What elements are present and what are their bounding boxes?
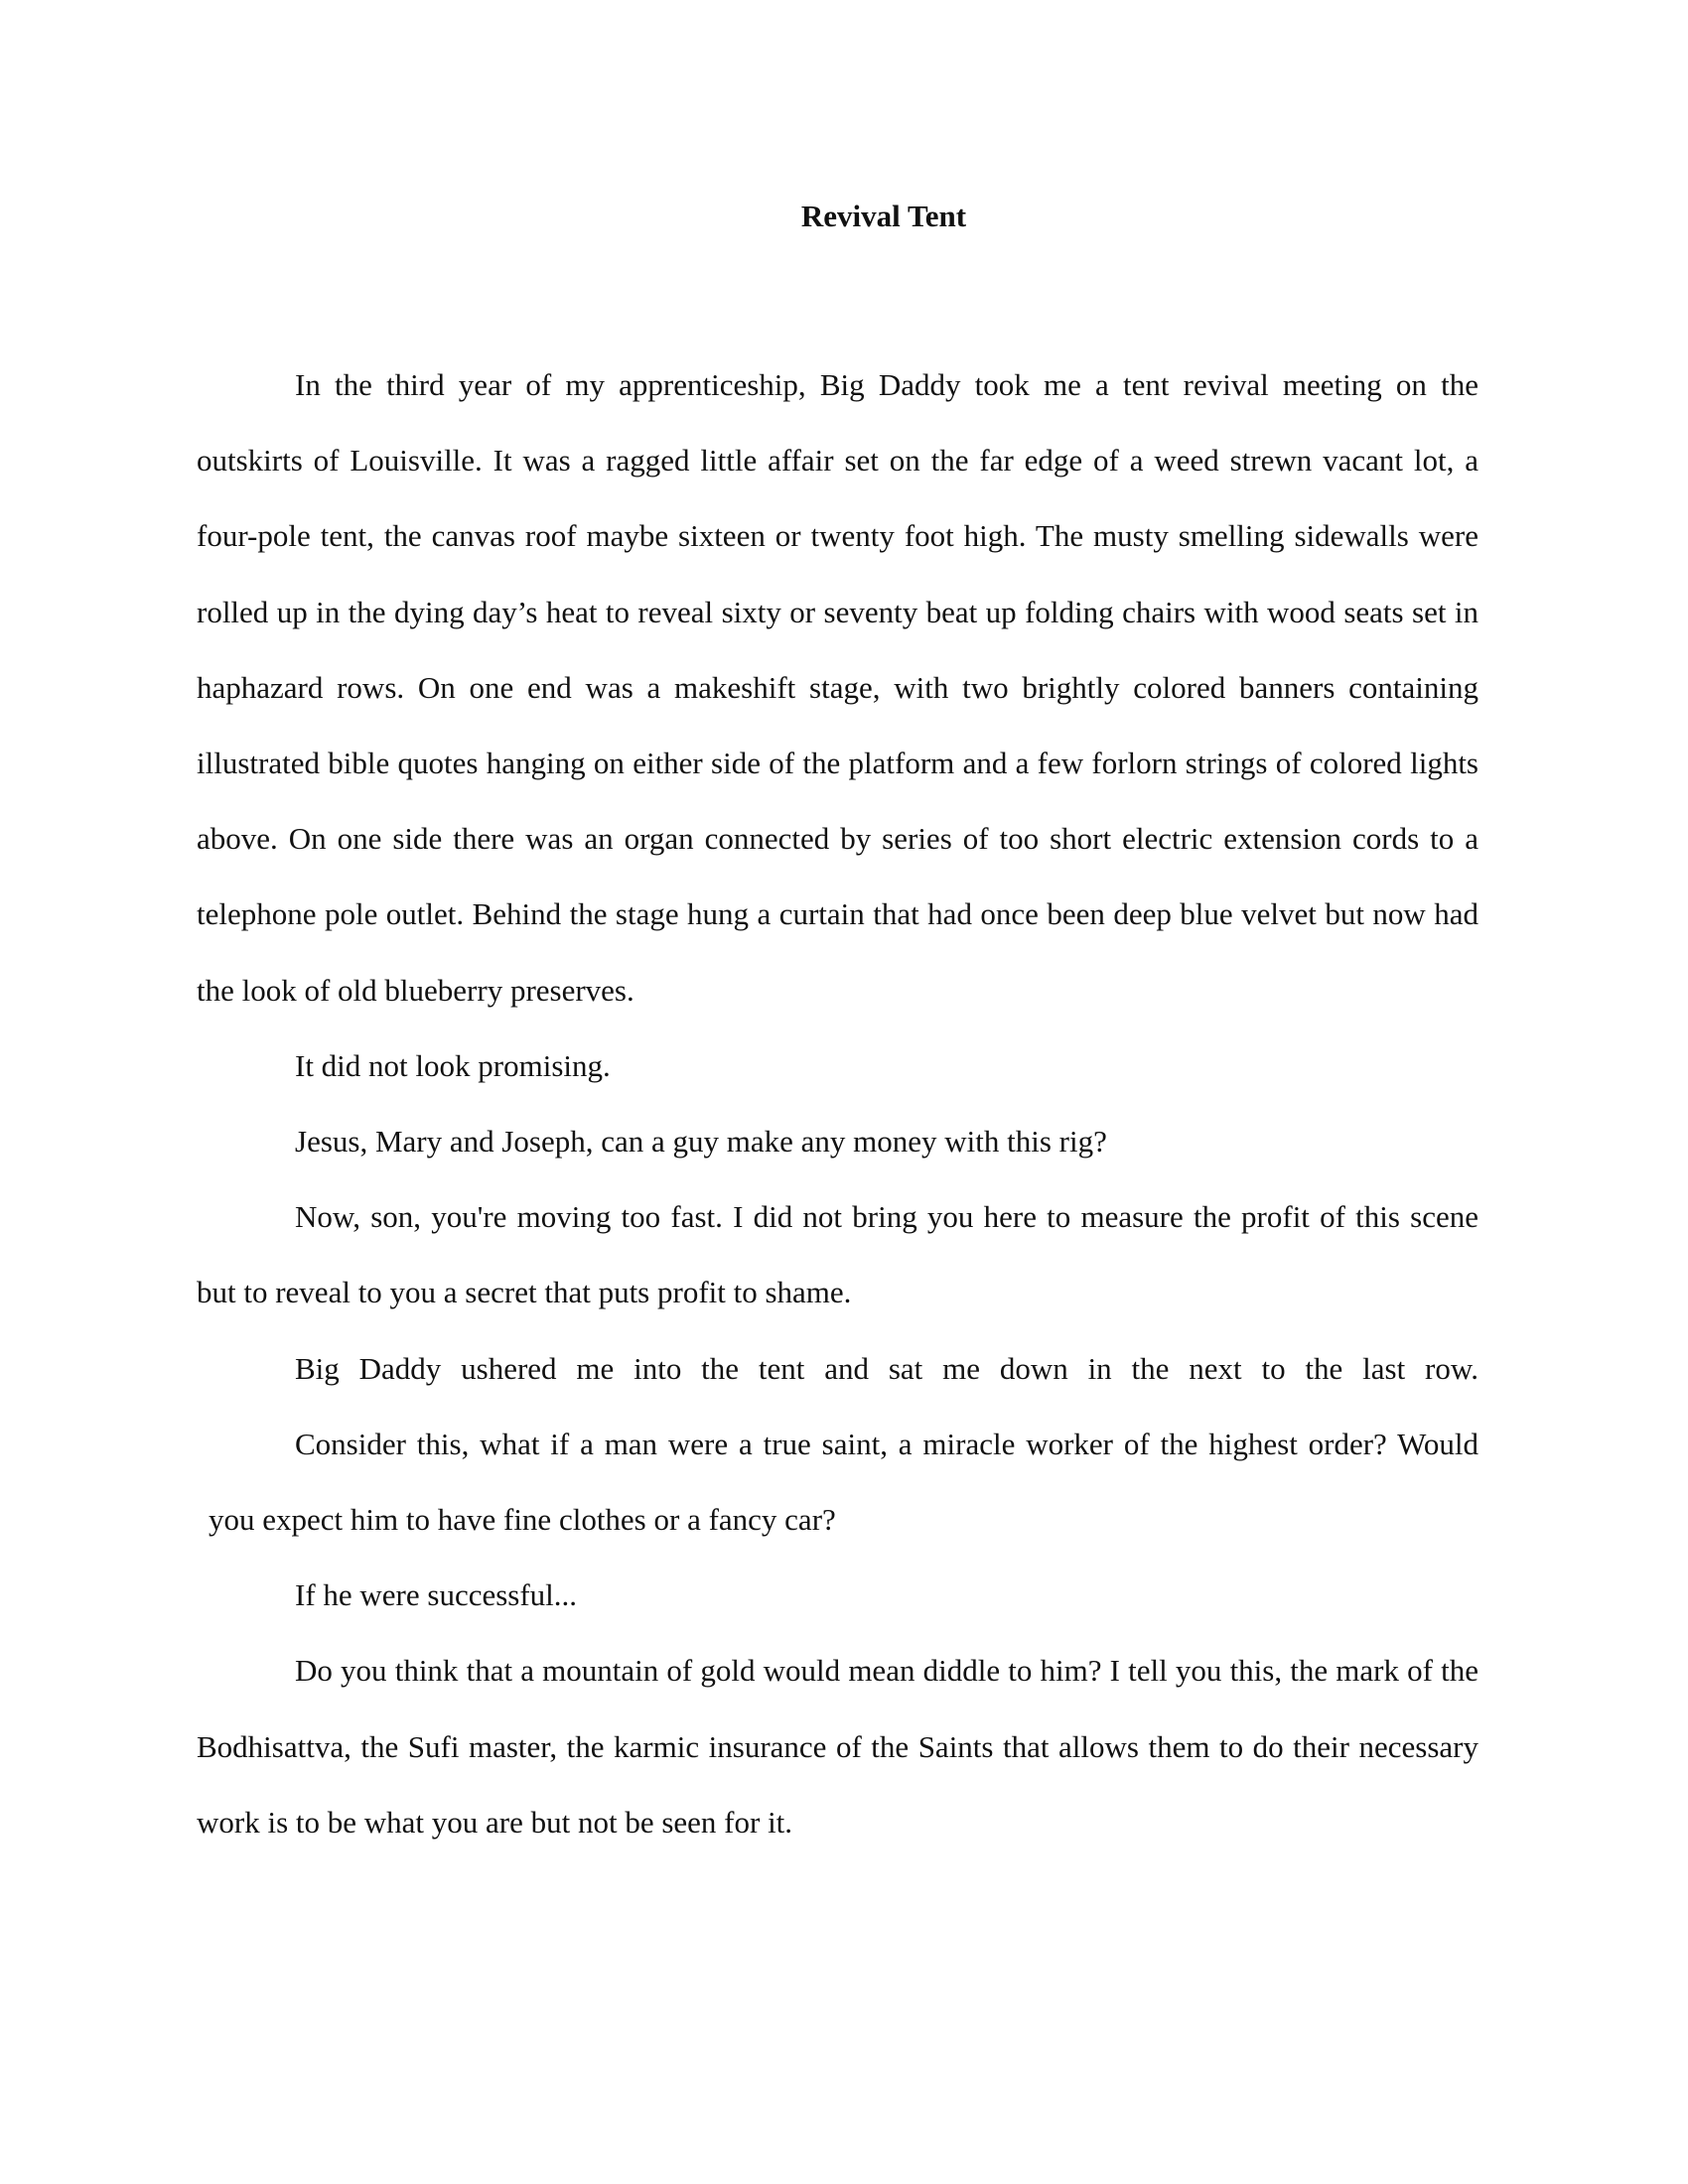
paragraph-money-question: Jesus, Mary and Joseph, can a guy make any money with this rig? [295,1124,1107,1160]
document-body [197,347,1478,1860]
paragraph-not-promising: It did not look promising. [295,1047,611,1083]
paragraph-true-saint-line-3: you expect him to have fine clothes or a fancy car? [209,1502,836,1538]
paragraph-if-successful: If he were successful... [295,1577,578,1613]
paragraph-moving-too-fast: Now, son, you're moving too fast. I did not bring you here to measure the profit of this scene but to reveal to you a secret that puts profit to shame. [197,1199,1478,1310]
document-title: Revival Tent [800,199,967,233]
paragraph-true-saint [197,1331,1478,1559]
paragraph-true-saint-line-2: Consider this, what if a man were a true saint, a miracle worker of the highest order? Would [295,1426,1478,1461]
paragraph-mountain-of-gold: Do you think that a mountain of gold would mean diddle to him? I tell you this, the mark of the Bodhisattva, the Sufi master, the karmic insurance of the Saints that allows them to do their necessary work is to be what you are but not be seen for it. [197,1653,1478,1840]
paragraph-true-saint-line-1: Big Daddy ushered me into the tent and sat me down in the next to the last row. [295,1350,1478,1386]
paragraph-tent-description: In the third year of my apprenticeship, Big Daddy took me a tent revival meeting on the outskirts of Louisville. It was a ragged little affair set on the far edge of a weed strewn vacant lot, a four-pole tent, the canvas roof maybe sixteen or twenty foot high. The musty smelling sidewalls were rolled up in the dying day’s heat to reveal sixty or seventy beat up folding chairs with wood seats set in haphazard rows. On one end was a makeshift stage, with two brightly colored banners containing illustrated bible quotes hanging on either side of the platform and a few forlorn strings of colored lights above. On one side there was an organ connected by series of too short electric extension cords to a telephone pole outlet. Behind the stage hung a curtain that had once been deep blue velvet but now had the look of old blueberry preserves. [197,367,1478,1008]
